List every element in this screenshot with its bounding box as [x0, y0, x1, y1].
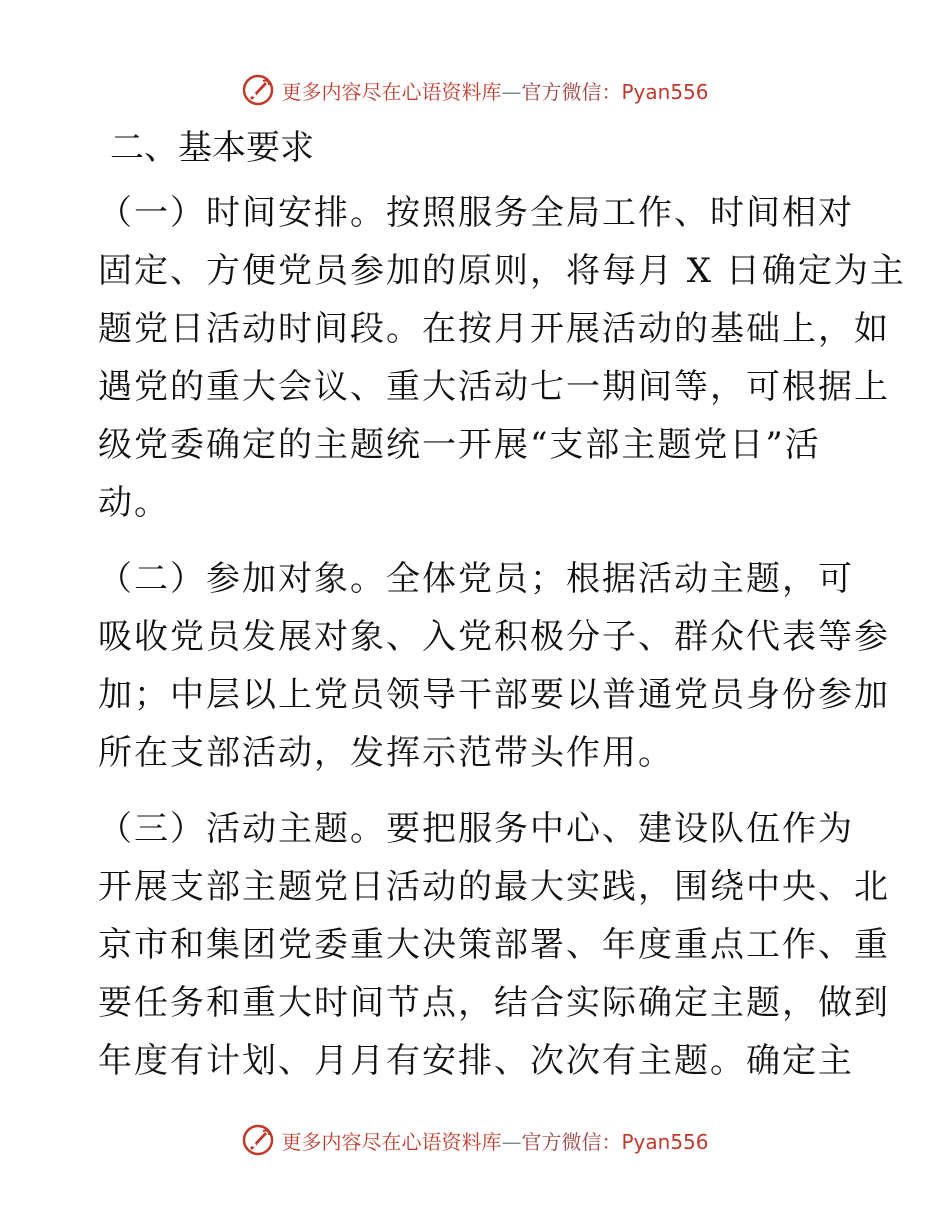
- footer-watermark: [0, 1120, 950, 1160]
- watermark-text: [281, 76, 708, 105]
- text-line: 题党日活动时间段。在按月开展活动的基础上，如: [98, 309, 890, 349]
- text-line: 动。: [98, 483, 170, 523]
- document-body: [98, 120, 906, 1108]
- watermark-account: Pyan556: [621, 79, 709, 104]
- header-watermark: [0, 70, 950, 110]
- section-heading: 二、基本要求: [110, 128, 314, 168]
- watermark-separator: —: [501, 79, 522, 104]
- watermark-wechat-label: 官方微信：: [521, 79, 622, 104]
- watermark-brand: 更多内容尽在心语资料库: [281, 79, 502, 104]
- text-line: （三）活动主题。要把服务中心、建设队伍作为: [98, 809, 854, 849]
- watermark-text: [281, 1126, 708, 1155]
- feather-pen-logo-icon: [241, 1123, 275, 1157]
- text-line: 开展支部主题党日活动的最大实践，围绕中央、北: [98, 867, 890, 907]
- watermark-wechat-label: 官方微信：: [521, 1129, 622, 1154]
- paragraph-time-arrangement: [98, 184, 906, 532]
- text-line: 要任务和重大时间节点，结合实际确定主题，做到: [98, 983, 890, 1023]
- paragraph-participants: [98, 550, 890, 782]
- text-line: （二）参加对象。全体党员；根据活动主题，可: [98, 559, 854, 599]
- feather-pen-logo-icon: [241, 73, 275, 107]
- watermark-separator: —: [501, 1129, 522, 1154]
- text-line: （一）时间安排。按照服务全局工作、时间相对: [98, 193, 854, 233]
- watermark-account: Pyan556: [621, 1129, 709, 1154]
- text-line: 年度有计划、月月有安排、次次有主题。确定主: [98, 1041, 854, 1081]
- text-line: 级党委确定的主题统一开展“支部主题党日”活: [98, 425, 821, 465]
- text-line: 遇党的重大会议、重大活动七一期间等，可根据上: [98, 367, 890, 407]
- text-line: 所在支部活动，发挥示范带头作用。: [98, 733, 674, 773]
- text-line: 京市和集团党委重大决策部署、年度重点工作、重: [98, 925, 890, 965]
- watermark-brand: 更多内容尽在心语资料库: [281, 1129, 502, 1154]
- text-line: 吸收党员发展对象、入党积极分子、群众代表等参: [98, 617, 890, 657]
- paragraph-activity-theme: [98, 800, 890, 1090]
- text-line: 固定、方便党员参加的原则，将每月 X 日确定为主: [98, 251, 906, 291]
- text-line: 加；中层以上党员领导干部要以普通党员身份参加: [98, 675, 890, 715]
